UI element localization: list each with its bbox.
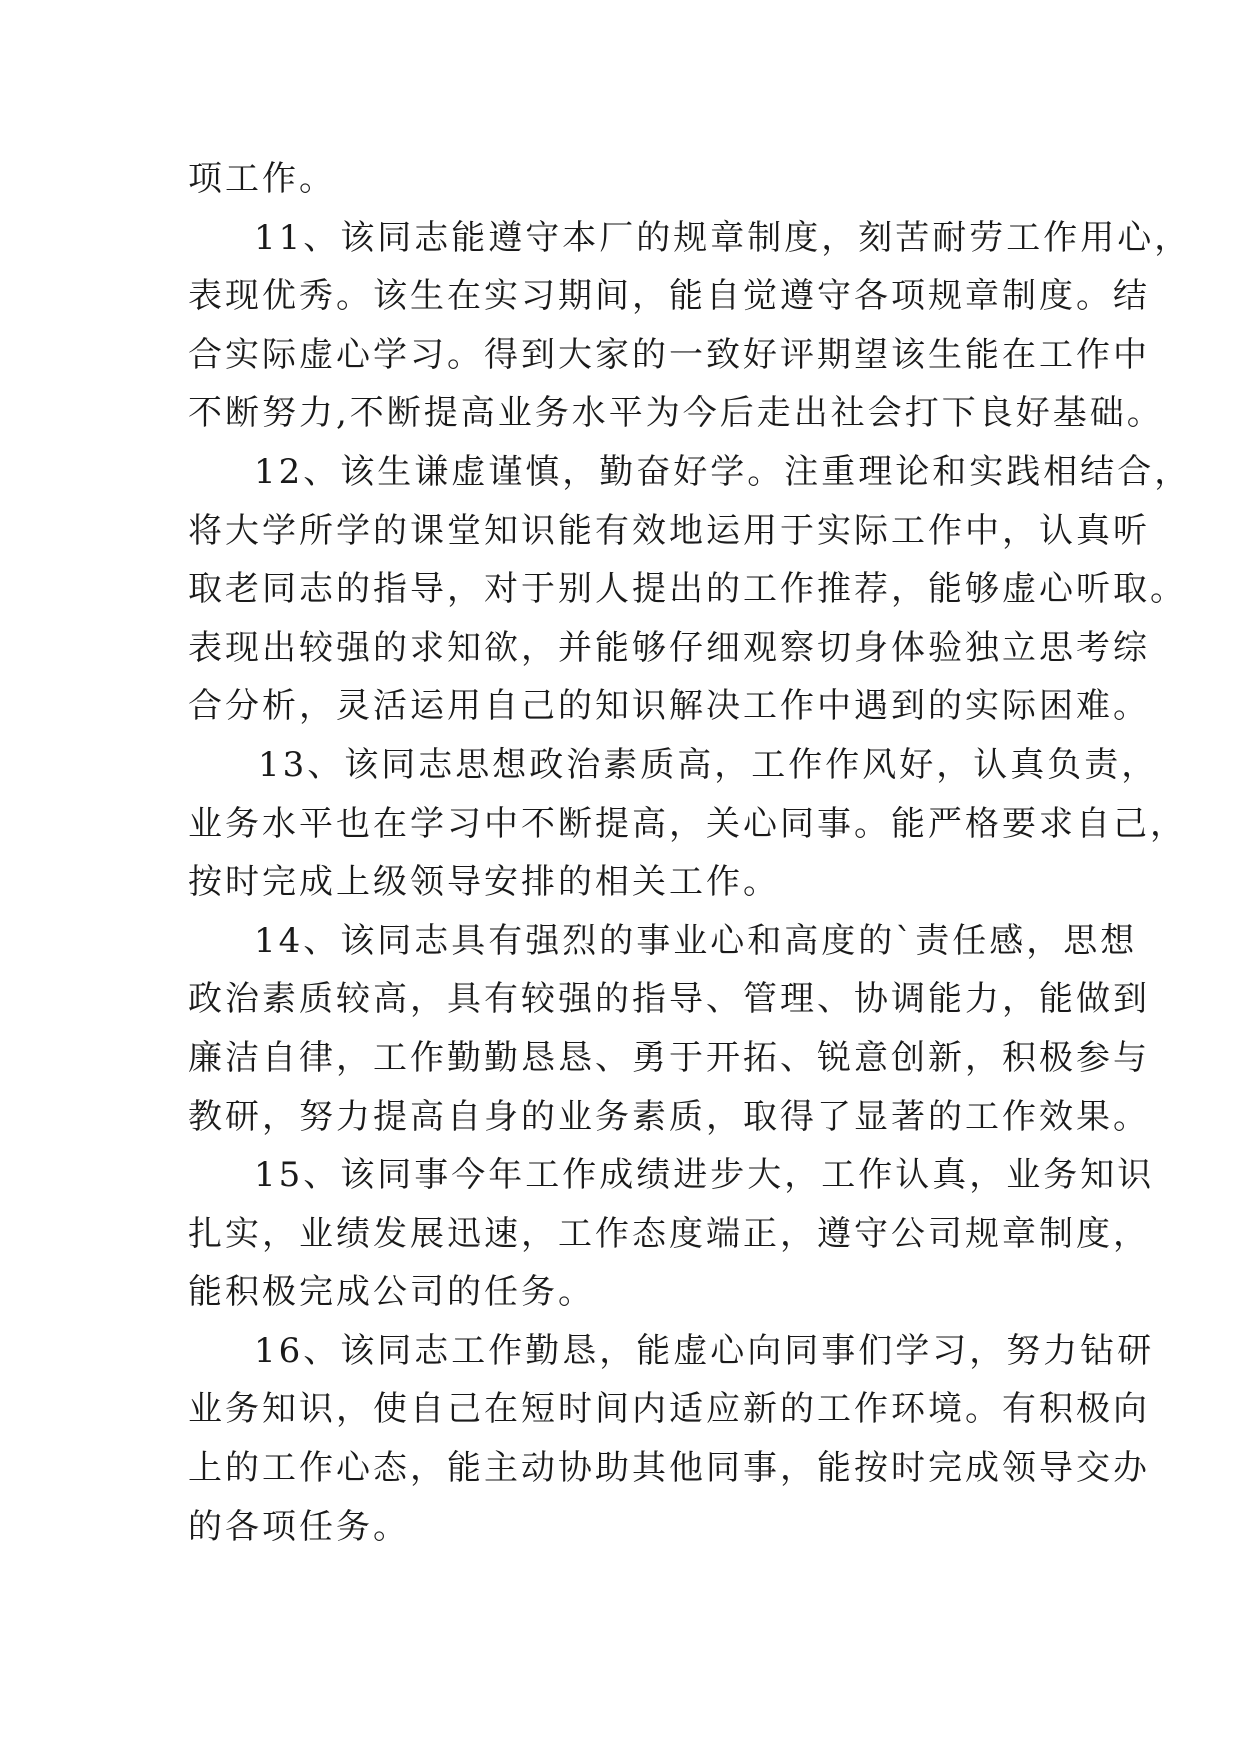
document-body [188,150,1192,1556]
text-line: 按时完成上级领导安排的相关工作。 [188,862,780,903]
text-line: 能积极完成公司的任务。 [188,1272,595,1313]
text-line: 廉洁自律，工作勤勤恳恳、勇于开拓、锐意创新，积极参与 [188,1037,1150,1078]
text-line: 项工作。 [188,159,336,199]
text-line: 扎实，业绩发展迅速，工作态度端正，遵守公司规章制度， [188,1213,1150,1254]
text-line: 合实际虚心学习。得到大家的一致好评期望该生能在工作中 [188,334,1150,375]
text-line: 将大学所学的课堂知识能有效地运用于实际工作中，认真听 [188,510,1150,551]
text-line: 13、该同志思想政治素质高，工作作风好，认真负责， [258,744,1159,785]
text-line: 业务知识，使自己在短时间内适应新的工作环境。有积极向 [188,1389,1150,1430]
text-line: 12、该生谦虚谨慎，勤奋好学。注重理论和实践相结合， [254,451,1192,492]
text-line: 表现出较强的求知欲，并能够仔细观察切身体验独立思考综 [188,627,1150,668]
text-line: 16、该同志工作勤恳，能虚心向同事们学习，努力钻研 [254,1330,1155,1371]
text-line: 教研，努力提高自身的业务素质，取得了显著的工作效果。 [188,1096,1150,1137]
text-line: 合分析，灵活运用自己的知识解决工作中遇到的实际困难。 [188,686,1150,727]
text-line: 业务水平也在学习中不断提高，关心同事。能严格要求自己， [188,803,1187,844]
text-line: 上的工作心态，能主动协助其他同事，能按时完成领导交办 [188,1448,1150,1489]
text-line: 表现优秀。该生在实习期间，能自觉遵守各项规章制度。结 [188,276,1150,317]
text-line: 11、该同志能遵守本厂的规章制度，刻苦耐劳工作用心， [254,217,1192,258]
text-line: 不断努力,不断提高业务水平为今后走出社会打下良好基础。 [188,393,1164,434]
text-line: 14、该同志具有强烈的事业心和高度的`责任感，思想 [254,920,1138,961]
text-line: 的各项任务。 [188,1506,410,1547]
text-line: 政治素质较高，具有较强的指导、管理、协调能力，能做到 [188,979,1150,1020]
text-line: 15、该同事今年工作成绩进步大，工作认真，业务知识 [254,1155,1155,1196]
text-line: 取老同志的指导，对于别人提出的工作推荐，能够虚心听取。 [188,569,1187,610]
